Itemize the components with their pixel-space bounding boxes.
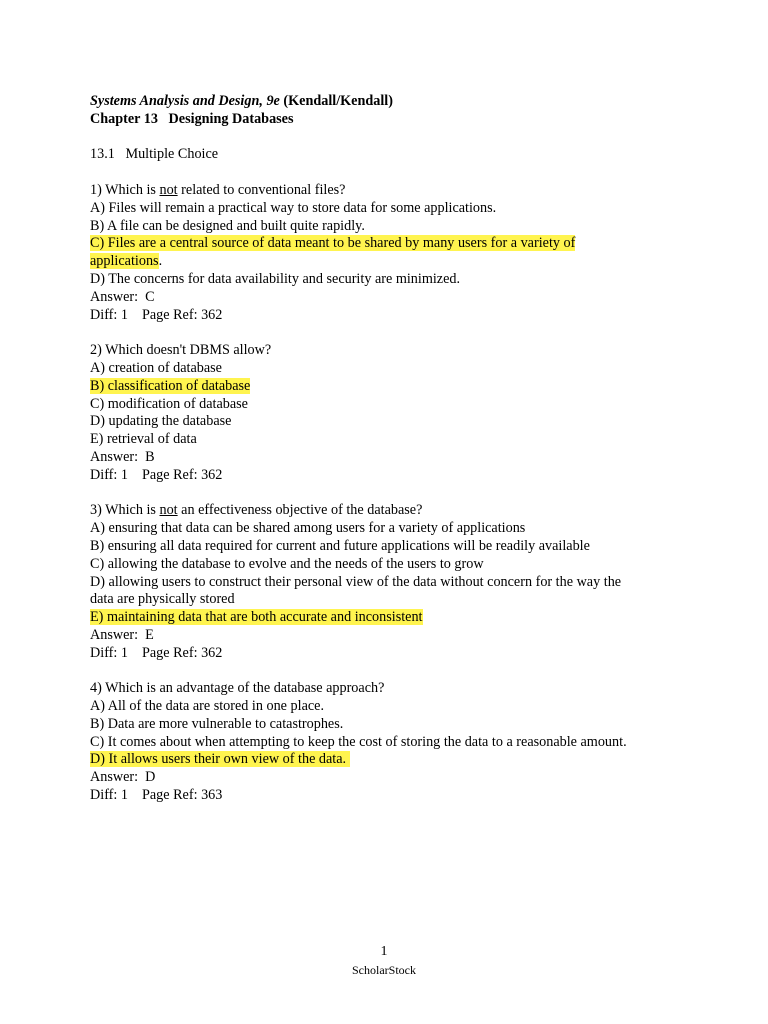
option-a: A) ensuring that data can be shared among users for a variety of applications <box>90 520 526 537</box>
question-3 <box>90 502 690 662</box>
question-stem: 4) Which is an advantage of the database approach? <box>90 680 385 697</box>
chapter-heading: Chapter 13 Designing Databases <box>90 110 294 127</box>
answer: Answer: C <box>90 288 155 305</box>
option-b: B) ensuring all data required for current and future applications will be readily available <box>90 537 590 554</box>
question-stem: 3) Which is not an effectiveness objective of the database? <box>90 502 423 519</box>
question-2 <box>90 342 690 484</box>
option-e-highlighted: E) maintaining data that are both accurate and inconsistent <box>90 609 423 626</box>
option-c-continuation: applications. <box>90 253 163 270</box>
option-d-continuation: data are physically stored <box>90 591 235 608</box>
diff-page-ref: Diff: 1 Page Ref: 362 <box>90 466 223 483</box>
option-b-highlighted: B) classification of database <box>90 377 251 394</box>
question-4 <box>90 680 690 805</box>
question-stem: 2) Which doesn't DBMS allow? <box>90 342 272 359</box>
diff-page-ref: Diff: 1 Page Ref: 363 <box>90 787 223 804</box>
option-d: D) allowing users to construct their personal view of the data without concern for the way the <box>90 573 622 590</box>
answer: Answer: E <box>90 626 154 643</box>
option-c-highlighted: C) Files are a central source of data meant to be shared by many users for a variety of <box>90 235 576 252</box>
option-c: C) allowing the database to evolve and the needs of the users to grow <box>90 555 484 572</box>
question-stem: 1) Which is not related to conventional files? <box>90 181 346 198</box>
book-title: Systems Analysis and Design, 9e <box>90 93 280 109</box>
option-d: D) updating the database <box>90 413 232 430</box>
option-b: B) A file can be designed and built quite rapidly. <box>90 217 365 234</box>
option-c: C) It comes about when attempting to keep the cost of storing the data to a reasonable amount. <box>90 733 627 750</box>
option-a: A) creation of database <box>90 359 222 376</box>
option-a: A) All of the data are stored in one place. <box>90 698 325 715</box>
document-content <box>90 93 690 805</box>
book-title-line <box>90 93 690 111</box>
option-d-highlighted: D) It allows users their own view of the data. <box>90 751 350 768</box>
page-number: 1 <box>380 944 388 959</box>
option-e: E) retrieval of data <box>90 431 197 448</box>
section-heading: 13.1 Multiple Choice <box>90 146 219 163</box>
question-1 <box>90 182 690 324</box>
book-authors: (Kendall/Kendall) <box>283 93 393 109</box>
option-c: C) modification of database <box>90 395 248 412</box>
diff-page-ref: Diff: 1 Page Ref: 362 <box>90 306 223 323</box>
option-d: D) The concerns for data availability and security are minimized. <box>90 270 461 287</box>
option-a: A) Files will remain a practical way to store data for some applications. <box>90 199 497 216</box>
answer: Answer: D <box>90 769 156 786</box>
footer-brand: ScholarStock <box>352 963 416 977</box>
option-b: B) Data are more vulnerable to catastrophes. <box>90 715 344 732</box>
answer: Answer: B <box>90 448 155 465</box>
diff-page-ref: Diff: 1 Page Ref: 362 <box>90 644 223 661</box>
